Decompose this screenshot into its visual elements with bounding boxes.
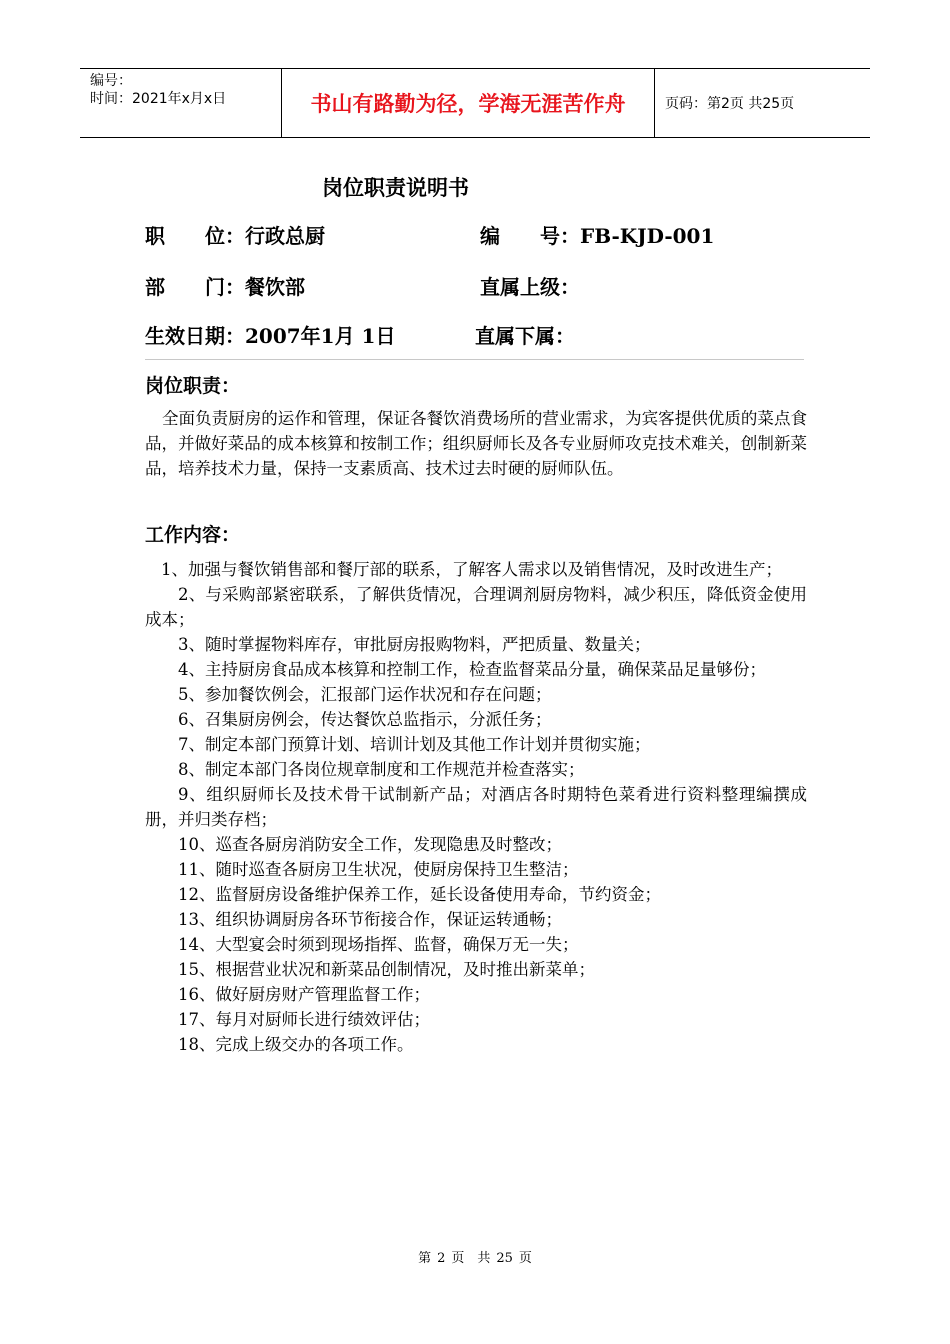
field-superior (480, 271, 580, 300)
field-code-label: 编 号： (480, 224, 580, 248)
page-header (80, 68, 870, 138)
work-item-13: 13、组织协调厨房各环节衔接合作，保证运转通畅； (178, 910, 562, 929)
duties-heading: 岗位职责： (145, 375, 241, 397)
field-position-value: 行政总厨 (245, 224, 325, 248)
work-item-16: 16、做好厨房财产管理监督工作； (178, 985, 430, 1004)
work-item-1: 1、加强与餐饮销售部和餐厅部的联系，了解客人需求以及销售情况，及时改进生产； (161, 560, 782, 579)
field-superior-label: 直属上级： (480, 275, 580, 299)
work-item-8: 8、制定本部门各岗位规章制度和工作规范并检查落实； (178, 760, 585, 779)
work-item-17: 17、每月对厨师长进行绩效评估； (178, 1010, 430, 1029)
field-dept (145, 271, 305, 300)
footer-total-pages: 25 (496, 1251, 513, 1266)
header-meta (80, 69, 282, 137)
field-position-label: 职 位： (145, 224, 245, 248)
work-item-2: 2、与采购部紧密联系，了解供货情况，合理调剂厨房物料，减少积压，降低资金使用成本； (145, 585, 807, 629)
footer-suffix: 页 (518, 1251, 532, 1266)
field-effective-value: 2007年1月 1日 (245, 324, 396, 348)
work-items-list (145, 557, 807, 1057)
field-effective-label: 生效日期： (145, 324, 245, 348)
work-item-9: 9、组织厨师长及技术骨干试制新产品；对酒店各时期特色菜肴进行资料整理编撰成册，并归类存档； (145, 785, 807, 829)
work-item-11: 11、随时巡查各厨房卫生状况，使厨房保持卫生整洁； (178, 860, 579, 879)
footer-prefix: 第 (418, 1251, 432, 1266)
work-heading: 工作内容： (145, 524, 241, 546)
section-divider (145, 359, 804, 360)
work-item-7: 7、制定本部门预算计划、培训计划及其他工作计划并贯彻实施； (178, 735, 651, 754)
work-item-14: 14、大型宴会时须到现场指挥、监督，确保万无一失； (178, 935, 579, 954)
footer-page-number: 2 (437, 1251, 446, 1266)
field-effective-date (145, 320, 395, 349)
duties-text: 全面负责厨房的运作和管理，保证各餐饮消费场所的营业需求，为宾客提供优质的菜点食品，并做好菜品的成本核算和按制工作；组织厨师长及各专业厨师攻克技术难关，创制新菜品，培养技术力量，保持一支素质高、技术过去时硬的厨师队伍。 (145, 409, 807, 478)
work-item-5: 5、参加餐饮例会，汇报部门运作状况和存在问题； (178, 685, 552, 704)
document-title: 岗位职责说明书 (322, 176, 469, 200)
field-subordinate (475, 320, 575, 349)
field-position (145, 220, 325, 249)
header-motto: 书山有路勤为径，学海无涯苦作舟 (282, 69, 655, 137)
field-dept-value: 餐饮部 (245, 275, 305, 299)
work-item-3: 3、随时掌握物料库存，审批厨房报购物料，严把质量、数量关； (178, 635, 651, 654)
field-code (480, 220, 714, 249)
header-page-label: 页码：第2页 共25页 (665, 96, 795, 112)
header-time-label: 时间：2021年x月x日 (90, 91, 227, 107)
header-number-label: 编号： (90, 73, 132, 89)
page-footer (0, 1247, 950, 1266)
work-item-6: 6、召集厨房例会，传达餐饮总监指示，分派任务； (178, 710, 552, 729)
field-dept-label: 部 门： (145, 275, 245, 299)
work-item-10: 10、巡查各厨房消防安全工作，发现隐患及时整改； (178, 835, 562, 854)
field-code-value: FB-KJD-001 (580, 224, 715, 248)
work-item-4: 4、主持厨房食品成本核算和控制工作，检查监督菜品分量，确保菜品足量够份； (178, 660, 766, 679)
work-item-12: 12、监督厨房设备维护保养工作，延长设备使用寿命，节约资金； (178, 885, 661, 904)
work-item-15: 15、根据营业状况和新菜品创制情况，及时推出新菜单； (178, 960, 595, 979)
work-item-18: 18、完成上级交办的各项工作。 (178, 1035, 414, 1054)
field-subordinate-label: 直属下属： (475, 324, 575, 348)
footer-middle: 页 共 (451, 1251, 491, 1266)
